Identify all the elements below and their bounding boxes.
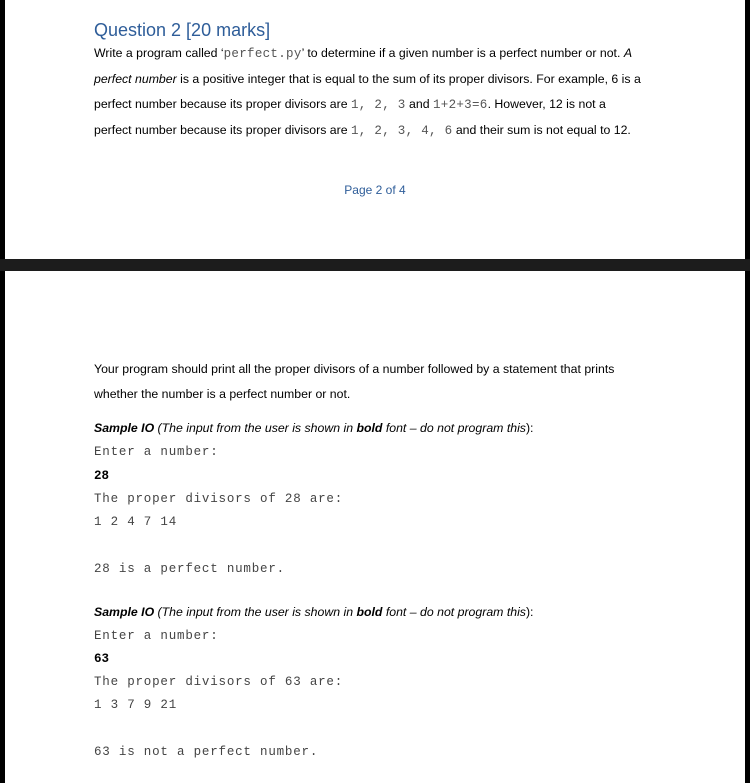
sample-prompt: Enter a number: [94,629,219,643]
description-paragraph [94,357,674,407]
question-line-1: Write a program called ‘perfect.py’ to determine if a given number is a perfect number or not. A [94,46,633,61]
description-line-1: Your program should print all the proper divisors of a number followed by a statement that prints [94,362,615,376]
divisors-12-code: 1, 2, 3, 4, 6 [351,124,453,138]
question-line-3: perfect number because its proper divisors are 1, 2, 3 and 1+2+3=6. However, 12 is not a [94,97,606,112]
question-line-2: perfect number is a positive integer that is equal to the sum of its proper divisors. For example, 6 is a [94,72,641,86]
sample-io-label: Sample IO (The input from the user is shown in bold font – do not program this): [94,421,534,435]
sample-prompt: Enter a number: [94,445,219,459]
document-page-top [5,0,745,259]
sample-result: 28 is a perfect number. [94,562,285,576]
page-separator [0,259,750,271]
sample-io-label: Sample IO (The input from the user is shown in bold font – do not program this): [94,605,534,619]
question-title: Question 2 [20 marks] [94,20,271,40]
sample-divisors-heading: The proper divisors of 63 are: [94,675,344,689]
document-page-bottom [5,271,745,783]
question-line-4: perfect number because its proper divisors are 1, 2, 3, 4, 6 and their sum is not equal to 12. [94,123,631,138]
sample-divisors: 1 2 4 7 14 [94,515,178,529]
sample-input: 63 [94,652,110,666]
question-paragraph [94,41,674,144]
sample-divisors: 1 3 7 9 21 [94,698,178,712]
sample-result: 63 is not a perfect number. [94,745,319,759]
sum-6-code: 1+2+3=6 [432,98,488,112]
sample-input: 28 [94,469,110,483]
perfect-number-term: perfect number [94,72,177,86]
divisors-6-code: 1, 2, 3 [351,98,406,112]
filename-code: perfect.py [223,47,302,61]
page-number: Page 2 of 4 [344,183,406,197]
description-line-2: whether the number is a perfect number or not. [94,387,351,401]
sample-divisors-heading: The proper divisors of 28 are: [94,492,344,506]
